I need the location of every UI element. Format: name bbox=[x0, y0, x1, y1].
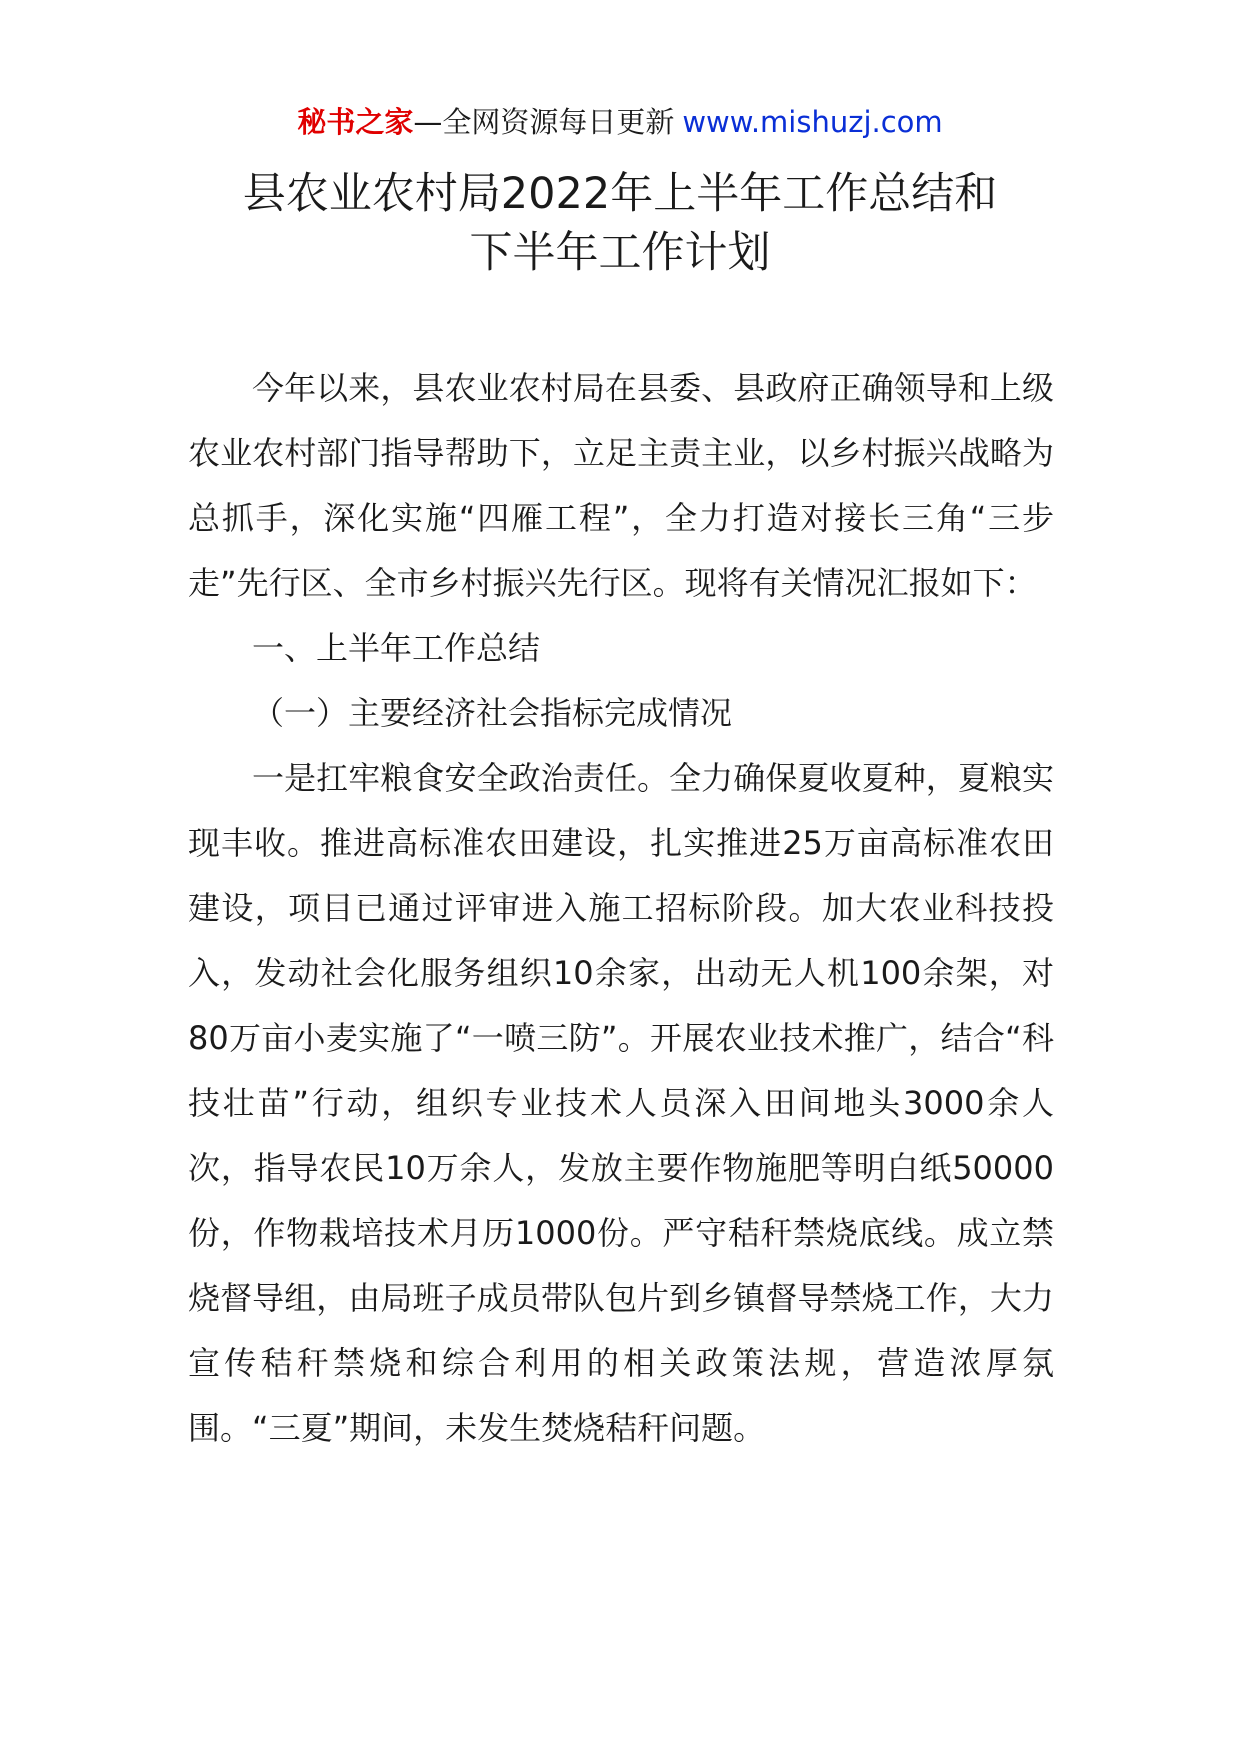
header-tagline: —全网资源每日更新 bbox=[413, 105, 675, 139]
site-header bbox=[0, 100, 1240, 144]
brand-name: 秘书之家 bbox=[297, 105, 414, 139]
title-line-2: 下半年工作计划 bbox=[469, 228, 771, 278]
document-title bbox=[0, 165, 1240, 283]
intro-paragraph: 今年以来，县农业农村局在县委、县政府正确领导和上级农业农村部门指导帮助下，立足主责主业，以乡村振兴战略为总抓手，深化实施“四雁工程”，全力打造对接长三角“三步走”先行区、全市乡村振兴先行区。现将有关情况汇报如下： bbox=[188, 369, 1054, 602]
site-url-link[interactable]: www.mishuzj.com bbox=[682, 105, 943, 139]
document-body bbox=[188, 356, 1054, 1461]
title-line-1: 县农业农村局2022年上半年工作总结和 bbox=[242, 169, 998, 219]
section-heading-1: 一、上半年工作总结 bbox=[252, 629, 541, 667]
subsection-heading-1: （一）主要经济社会指标完成情况 bbox=[252, 694, 733, 732]
body-paragraph-1: 一是扛牢粮食安全政治责任。全力确保夏收夏种，夏粮实现丰收。推进高标准农田建设，扎实推进25万亩高标准农田建设，项目已通过评审进入施工招标阶段。加大农业科技投入，发动社会化服务组织10余家，出动无人机100余架，对80万亩小麦实施了“一喷三防”。开展农业技术推广，结合“科技壮苗”行动，组织专业技术人员深入田间地头3000余人次，指导农民10万余人，发放主要作物施肥等明白纸50000份，作物栽培技术月历1000份。严守秸秆禁烧底线。成立禁烧督导组，由局班子成员带队包片到乡镇督导禁烧工作，大力宣传秸秆禁烧和综合利用的相关政策法规，营造浓厚氛围。“三夏”期间，未发生焚烧秸秆问题。 bbox=[188, 759, 1054, 1447]
